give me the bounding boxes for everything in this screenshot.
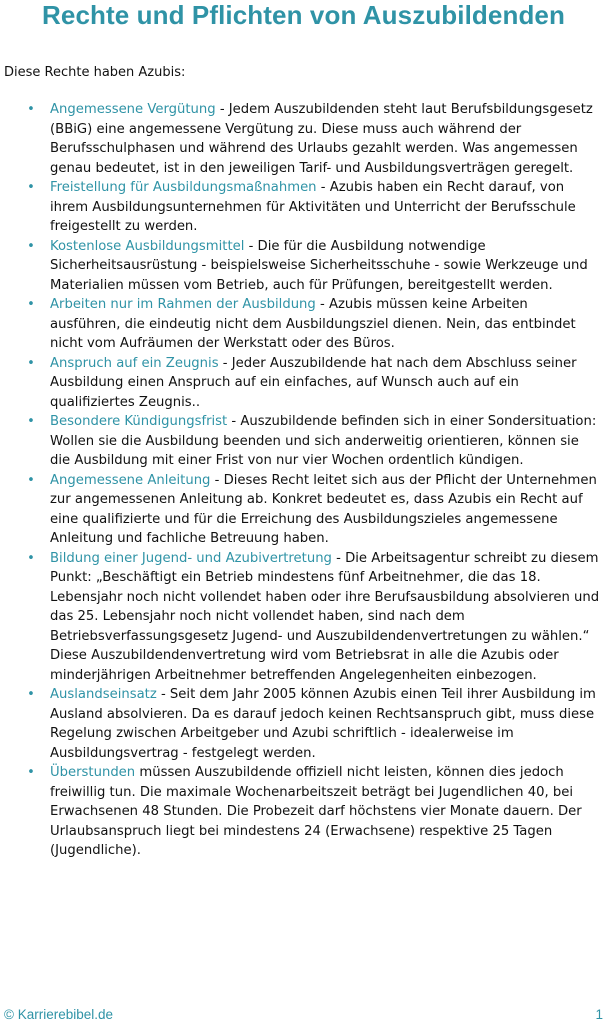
item-text: - Jedem Auszubildenden steht laut Berufsbildungsgesetz (BBiG) eine angemessene Vergütung zu. Diese muss auch während der Berufsschulphasen und während des Urlaubs gezahlt werden. Was angemessen genau bedeutet, ist in den jeweiligen Tarif- und Ausbildungsverträgen geregelt.: [50, 102, 593, 176]
item-title-link[interactable]: Arbeiten nur im Rahmen der Ausbildung: [50, 297, 316, 312]
list-item-vertretung: [0, 549, 607, 686]
list-item-kuendigungsfrist: [0, 412, 607, 471]
list-item-ausbildungsmittel: [0, 237, 607, 296]
page-title: Rechte und Pflichten von Auszubildenden: [42, 0, 565, 30]
bullet-icon: •: [27, 550, 35, 566]
list-item-arbeiten: [0, 295, 607, 354]
list-item-anleitung: [0, 471, 607, 549]
item-text: - Azubis müssen keine Arbeiten ausführen, die eindeutig nicht dem Ausbildungsziel dienen. Nein, das entbindet nicht vom Aufräumen der Werkstatt oder des Büros.: [50, 297, 576, 351]
bullet-icon: •: [27, 472, 35, 488]
item-text: - Die für die Ausbildung notwendige Sicherheitsausrüstung - beispielsweise Sicherheitsschuhe - sowie Werkzeuge und Materialien müssen vom Betrieb, auch für Prüfungen, bereitgestellt werden.: [50, 238, 588, 293]
page-footer: [0, 1005, 607, 1024]
bullet-icon: •: [27, 687, 35, 702]
item-title-link[interactable]: Auslandseinsatz: [50, 687, 157, 702]
page-number: 1: [595, 1007, 603, 1022]
bullet-icon: •: [27, 238, 35, 254]
bullet-icon: •: [27, 102, 35, 117]
bullet-icon: •: [27, 297, 35, 312]
item-text: - Jeder Auszubildende hat nach dem Abschluss seiner Ausbildung einen Anspruch auf ein einfaches, auf Wunsch auch auf ein qualifiziertes Zeugnis..: [50, 355, 577, 410]
item-title-link[interactable]: Kostenlose Ausbildungsmittel: [50, 238, 245, 254]
item-title-link[interactable]: Anspruch auf ein Zeugnis: [50, 355, 219, 371]
copyright-link[interactable]: © Karrierebibel.de: [4, 1007, 114, 1022]
item-title-link[interactable]: Bildung einer Jugend- und Azubivertretung: [50, 550, 332, 566]
bullet-icon: •: [27, 355, 35, 371]
intro-text: Diese Rechte haben Azubis:: [4, 65, 186, 80]
item-title-link[interactable]: Überstunden: [50, 765, 136, 780]
list-item-verguetung: [0, 100, 607, 178]
item-text: - Auszubildende befinden sich in einer Sondersituation: Wollen sie die Ausbildung beenden und sich anderweitig orientieren, können sie die Ausbildung mit einer Frist von nur vier Wochen ordentlich kündigen.: [50, 414, 597, 468]
item-text: - Die Arbeitsagentur schreibt zu diesem Punkt: „Beschäftigt ein Betrieb mindestens fünf Arbeitnehmer, die das 18. Lebensjahr noch nicht vollendet haben oder ihre Berufsausbildung absolvieren und das 25. Lebensjahr noch nicht vollendet haben, sind nach dem Betriebsverfassungsgesetz Jugend- und Auszubildendenvertretungen zu wählen.“ Diese Auszubildendenvertretung wird vom Betriebsrat in alle die Azubis oder minderjährigen Arbeitnehmer betreffenden Angelegenheiten einbezogen.: [50, 550, 600, 683]
list-item-freistellung: [0, 178, 607, 237]
item-title-link[interactable]: Freistellung für Ausbildungsmaßnahmen: [50, 180, 317, 195]
list-item-zeugnis: [0, 354, 607, 413]
item-title-link[interactable]: Angemessene Vergütung: [50, 102, 216, 117]
item-text: müssen Auszubildende offiziell nicht leisten, können dies jedoch freiwillig tun. Die maximale Wochenarbeitszeit beträgt bei Jugendlichen 40, bei Erwachsenen 48 Stunden. Die Probezeit darf höchstens vier Monate dauern. Der Urlaubsanspruch liegt bei mindestens 24 (Erwachsene) respektive 25 Tagen (Jugendliche).: [50, 765, 582, 858]
item-text: - Dieses Recht leitet sich aus der Pflicht der Unternehmen zur angemessenen Anleitung ab. Konkret bedeutet es, dass Azubis ein Recht auf eine qualifizierte und für die Erreichung des Ausbildungszieles angemessene Anleitung und fachliche Betreuung haben.: [50, 472, 597, 546]
item-text: - Azubis haben ein Recht darauf, von ihrem Ausbildungsunternehmen für Aktivitäten und Unterricht der Berufsschule freigestellt zu werden.: [50, 180, 576, 234]
bullet-icon: •: [27, 180, 35, 195]
item-title-link[interactable]: Besondere Kündigungsfrist: [50, 414, 228, 429]
item-text: - Seit dem Jahr 2005 können Azubis einen Teil ihrer Ausbildung im Ausland absolvieren. Da es darauf jedoch keinen Rechtsanspruch gibt, muss diese Regelung zwischen Arbeitgeber und Azubi schriftlich - idealerweise im Ausbildungsvertrag - festgelegt werden.: [50, 687, 596, 761]
item-title-link[interactable]: Angemessene Anleitung: [50, 472, 211, 488]
list-item-ueberstunden: [0, 763, 607, 861]
bullet-icon: •: [27, 414, 35, 429]
rights-list: [0, 100, 607, 861]
bullet-icon: •: [27, 765, 35, 780]
list-item-auslandseinsatz: [0, 685, 607, 763]
